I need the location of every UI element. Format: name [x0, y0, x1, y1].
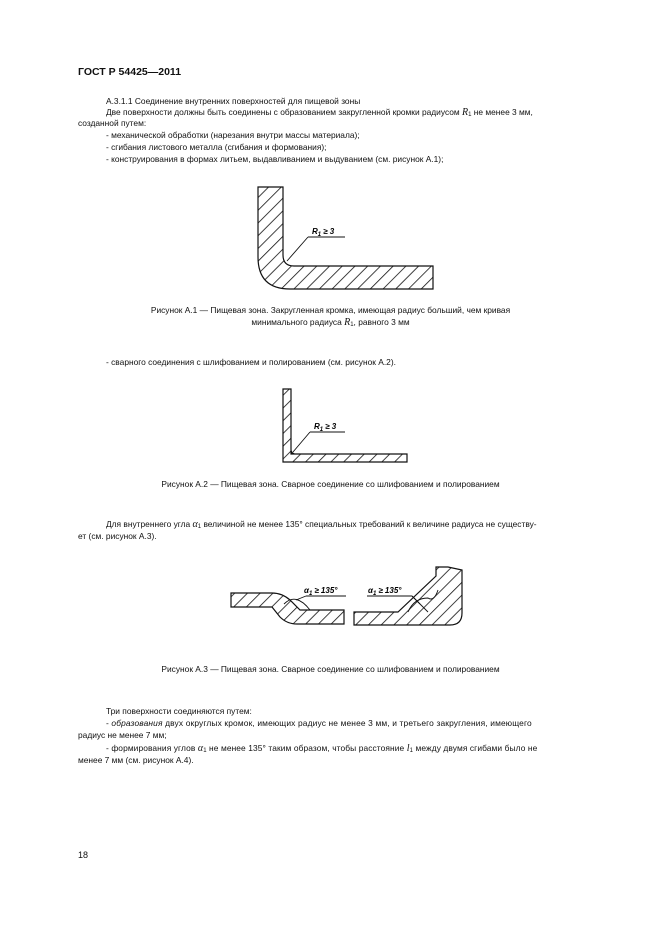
figure-a2-radius-label: $R_1 \ge 3$: [314, 422, 337, 433]
figure-a1-profile: [258, 187, 433, 289]
paragraph-1-cont: созданной путем:: [78, 118, 147, 128]
list-item: - сварного соединения с шлифованием и полированием (см. рисунок А.2).: [106, 357, 396, 367]
paragraph-1: Две поверхности должны быть соединены с образованием закругленной кромки радиусом $R_1$ не менее 3 мм,: [106, 107, 533, 118]
list-item: - механической обработки (нарезания внутри массы материала);: [106, 130, 360, 140]
list-item-cont: менее 7 мм (см. рисунок А.4).: [78, 755, 194, 765]
figure-a1-radius-label: $R_1 \ge 3$: [312, 227, 335, 238]
document-header: ГОСТ Р 54425—2011: [78, 66, 182, 78]
list-item: - формирования углов $\alpha_1$ не менее 135° таким образом, чтобы расстояние $l_1$ между двумя сгибами было не: [106, 743, 538, 754]
figure-a3-diagram: [0, 560, 661, 640]
paragraph-3: Три поверхности соединяются путем:: [106, 706, 252, 716]
paragraph-2-cont: ет (см. рисунок А.3).: [78, 531, 157, 541]
section-heading: А.3.1.1 Соединение внутренних поверхностей для пищевой зоны: [106, 96, 361, 106]
figure-a3-left-angle-label: $\alpha_1 \ge 135^\circ$: [304, 586, 338, 597]
list-item-cont: радиус не менее 7 мм;: [78, 730, 167, 740]
figure-a1-diagram: [0, 175, 661, 300]
figure-a3-caption: Рисунок А.3 — Пищевая зона. Сварное соединение со шлифованием и полированием: [161, 664, 500, 674]
list-item: - образования двух округлых кромок, имеющих радиус не менее 3 мм, и третьего закругления, имеющего: [106, 718, 532, 728]
figure-a1-caption-line2: минимального радиуса $R_1$, равного 3 мм: [251, 317, 410, 328]
figure-a3-left-profile: [231, 593, 344, 624]
figure-a2-caption: Рисунок А.2 — Пищевая зона. Сварное соединение со шлифованием и полированием: [161, 479, 500, 489]
page-number: 18: [78, 850, 89, 860]
list-item: - сгибания листового металла (сгибания и формования);: [106, 142, 327, 152]
paragraph-2: Для внутреннего угла $\alpha_1$ величиной не менее 135° специальных требований к величине радиуса не существу-: [106, 519, 537, 530]
figure-a2-profile: [283, 389, 407, 462]
figure-a3-right-angle-label: $\alpha_1 \ge 135^\circ$: [368, 586, 402, 597]
figure-a2-diagram: [0, 385, 661, 470]
list-item: - конструирования в формах литьем, выдавливанием и выдуванием (см. рисунок А.1);: [106, 154, 444, 164]
figure-a1-caption-line1: Рисунок А.1 — Пищевая зона. Закругленная кромка, имеющая радиус больший, чем кривая: [150, 305, 511, 315]
